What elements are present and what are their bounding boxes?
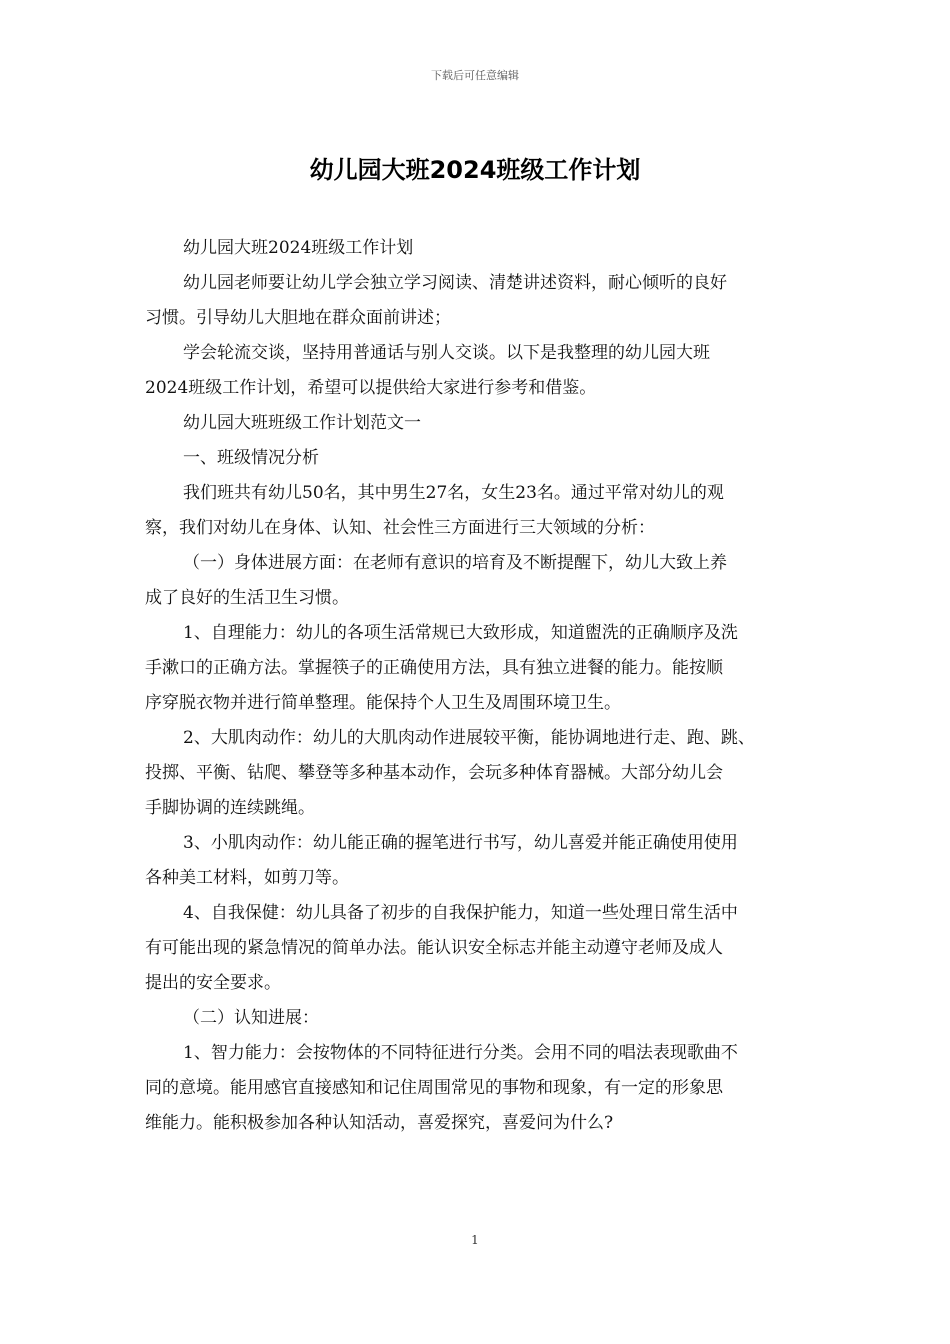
text-line: 4、自我保健：幼儿具备了初步的自我保护能力，知道一些处理日常生活中 xyxy=(183,903,738,923)
document-title: 幼儿园大班2024班级工作计划 xyxy=(309,156,641,184)
page-number: 1 xyxy=(471,1233,479,1247)
paragraph xyxy=(145,266,813,336)
text-line: （二）认知进展： xyxy=(183,1008,319,1028)
text-line: 手脚协调的连续跳绳。 xyxy=(145,798,315,818)
section-heading xyxy=(145,1001,813,1036)
text-line: 有可能出现的紧急情况的简单办法。能认识安全标志并能主动遵守老师及成人 xyxy=(145,938,723,958)
text-line: 成了良好的生活卫生习惯。 xyxy=(145,588,349,608)
text-line: 2、大肌肉动作：幼儿的大肌肉动作进展较平衡，能协调地进行走、跑、跳、 xyxy=(183,728,755,748)
text-line: 习惯。引导幼儿大胆地在群众面前讲述； xyxy=(145,308,451,328)
text-line: 幼儿园老师要让幼儿学会独立学习阅读、清楚讲述资料，耐心倾听的良好 xyxy=(183,273,727,293)
header-note: 下载后可任意编辑 xyxy=(431,69,519,82)
document-body xyxy=(145,231,813,1141)
paragraph xyxy=(145,476,813,546)
paragraph xyxy=(145,336,813,406)
text-line: 维能力。能积极参加各种认知活动，喜爱探究，喜爱问为什么? xyxy=(145,1113,614,1133)
paragraph xyxy=(145,616,813,721)
text-line: 提出的安全要求。 xyxy=(145,973,281,993)
text-line: （一）身体进展方面：在老师有意识的培育及不断提醒下，幼儿大致上养 xyxy=(183,553,727,573)
paragraph xyxy=(145,406,813,441)
text-line: 一、班级情况分析 xyxy=(183,448,319,468)
paragraph xyxy=(145,1036,813,1141)
text-line: 手漱口的正确方法。掌握筷子的正确使用方法，具有独立进餐的能力。能按顺 xyxy=(145,658,723,678)
text-line: 2024班级工作计划，希望可以提供给大家进行参考和借鉴。 xyxy=(145,378,597,398)
section-heading xyxy=(145,441,813,476)
text-line: 我们班共有幼儿50名，其中男生27名，女生23名。通过平常对幼儿的观 xyxy=(183,483,724,503)
text-line: 序穿脱衣物并进行简单整理。能保持个人卫生及周围环境卫生。 xyxy=(145,693,621,713)
text-line: 投掷、平衡、钻爬、攀登等多种基本动作，会玩多种体育器械。大部分幼儿会 xyxy=(145,763,723,783)
text-line: 察，我们对幼儿在身体、认知、社会性三方面进行三大领域的分析： xyxy=(145,518,655,538)
text-line: 幼儿园大班2024班级工作计划 xyxy=(183,238,414,258)
paragraph xyxy=(145,231,813,266)
paragraph xyxy=(145,826,813,896)
text-line: 幼儿园大班班级工作计划范文一 xyxy=(183,413,421,433)
text-line: 1、自理能力：幼儿的各项生活常规已大致形成，知道盥洗的正确顺序及洗 xyxy=(183,623,738,643)
paragraph xyxy=(145,546,813,616)
text-line: 1、智力能力：会按物体的不同特征进行分类。会用不同的唱法表现歌曲不 xyxy=(183,1043,738,1063)
text-line: 3、小肌肉动作：幼儿能正确的握笔进行书写，幼儿喜爱并能正确使用使用 xyxy=(183,833,738,853)
text-line: 各种美工材料，如剪刀等。 xyxy=(145,868,349,888)
text-line: 学会轮流交谈，坚持用普通话与别人交谈。以下是我整理的幼儿园大班 xyxy=(183,343,710,363)
paragraph xyxy=(145,721,813,826)
paragraph xyxy=(145,896,813,1001)
text-line: 同的意境。能用感官直接感知和记住周围常见的事物和现象，有一定的形象思 xyxy=(145,1078,723,1098)
